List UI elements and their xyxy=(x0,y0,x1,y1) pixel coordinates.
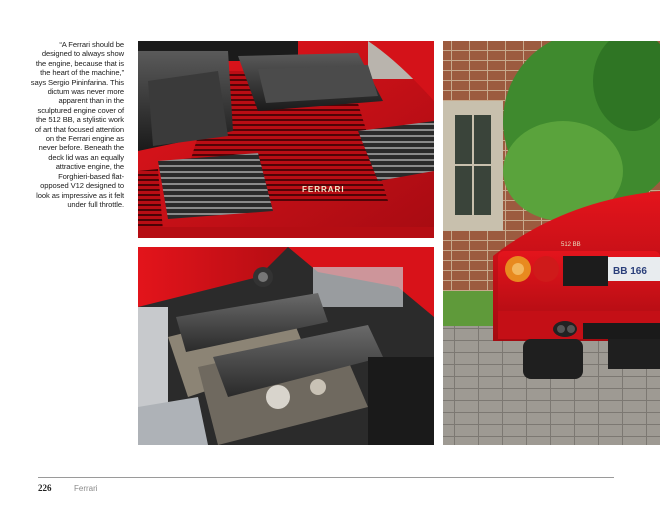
license-plate: BB 166 xyxy=(613,266,647,277)
running-title: Ferrari xyxy=(74,484,98,493)
engine-bay-photo xyxy=(138,247,434,445)
page-number: 226 xyxy=(38,483,52,493)
model-badge: 512 BB xyxy=(561,242,581,248)
footer-rule xyxy=(38,477,614,478)
rear-view-photo xyxy=(443,41,660,445)
engine-cover-photo xyxy=(138,41,434,238)
ferrari-badge: FERRARI xyxy=(302,185,345,194)
caption-text: “A Ferrari should be designed to always show the engine, because that is the heart of the machine,” says Sergio Pininfarina. This dictum was never more apparent than in the sculptured engine cover of the 512 BB, a stylistic work of art that focused attention on the Ferrari engine as never before. Beneath the deck lid was an equally attractive engine, the Forghieri-based flat-opposed V12 designed to look as impressive as it felt under full throttle. xyxy=(30,40,124,209)
